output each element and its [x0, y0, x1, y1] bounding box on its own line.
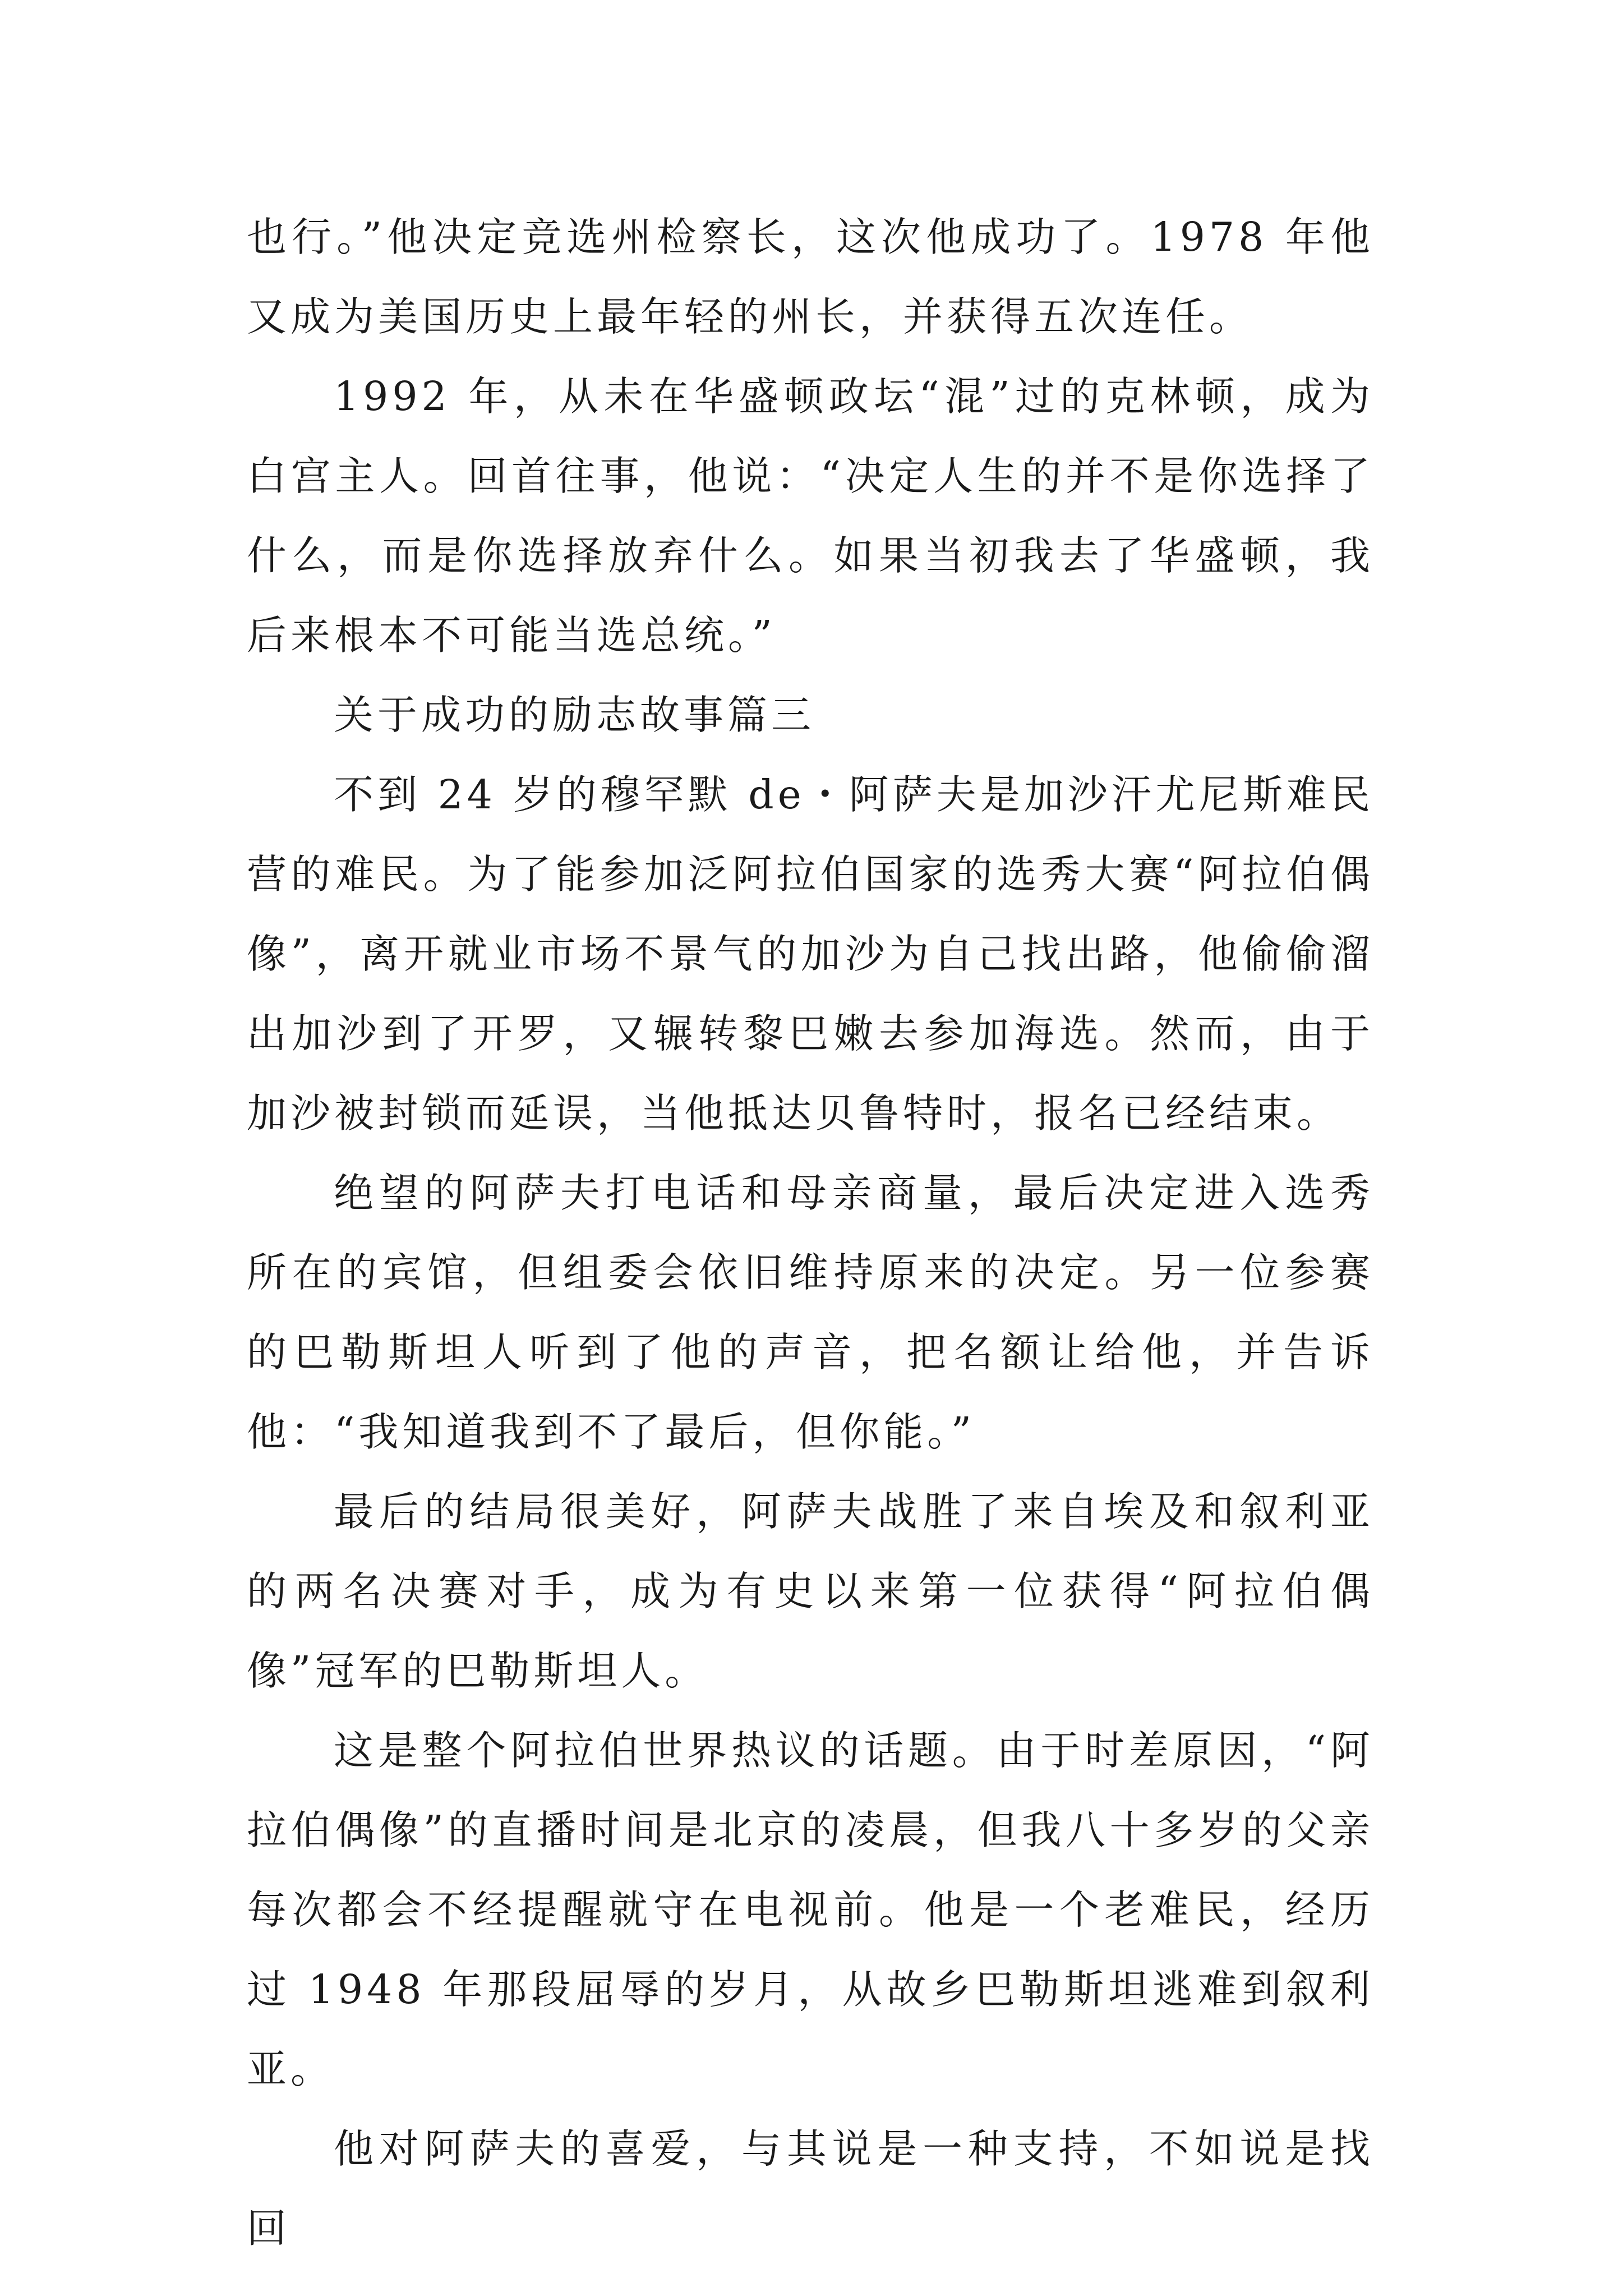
body-text	[247, 197, 1374, 2269]
paragraph: 绝望的阿萨夫打电话和母亲商量，最后决定进入选秀所在的宾馆，但组委会依旧维持原来的决定。另一位参赛的巴勒斯坦人听到了他的声音，把名额让给他，并告诉他：“我知道我到不了最后，但你能。”	[247, 1170, 1374, 1455]
section-heading: 关于成功的励志故事篇三	[334, 692, 815, 738]
paragraph: 不到 24 岁的穆罕默 de・阿萨夫是加沙汗尤尼斯难民营的难民。为了能参加泛阿拉伯国家的选秀大赛“阿拉伯偶像”，离开就业市场不景气的加沙为自己找出路，他偷偷溜出加沙到了开罗，又辗转黎巴嫩去参加海选。然而，由于加沙被封锁而延误，当他抵达贝鲁特时，报名已经结束。	[247, 771, 1374, 1137]
paragraph: 最后的结局很美好，阿萨夫战胜了来自埃及和叙利亚的两名决赛对手，成为有史以来第一位获得“阿拉伯偶像”冠军的巴勒斯坦人。	[247, 1488, 1374, 1694]
paragraph: 也行。”他决定竞选州检察长，这次他成功了。1978 年他又成为美国历史上最年轻的州长，并获得五次连任。	[247, 214, 1374, 340]
paragraph: 这是整个阿拉伯世界热议的话题。由于时差原因，“阿拉伯偶像”的直播时间是北京的凌晨，但我八十多岁的父亲每次都会不经提醒就守在电视前。他是一个老难民，经历过 1948 年那段屈辱的岁月，从故乡巴勒斯坦逃难到叙利亚。	[247, 1727, 1374, 2092]
paragraph: 1992 年，从未在华盛顿政坛“混”过的克林顿，成为白宫主人。回首往事，他说：“决定人生的并不是你选择了什么，而是你选择放弃什么。如果当初我去了华盛顿，我后来根本不可能当选总统。”	[247, 373, 1374, 659]
paragraph: 他对阿萨夫的喜爱，与其说是一种支持，不如说是找回	[247, 2125, 1374, 2252]
